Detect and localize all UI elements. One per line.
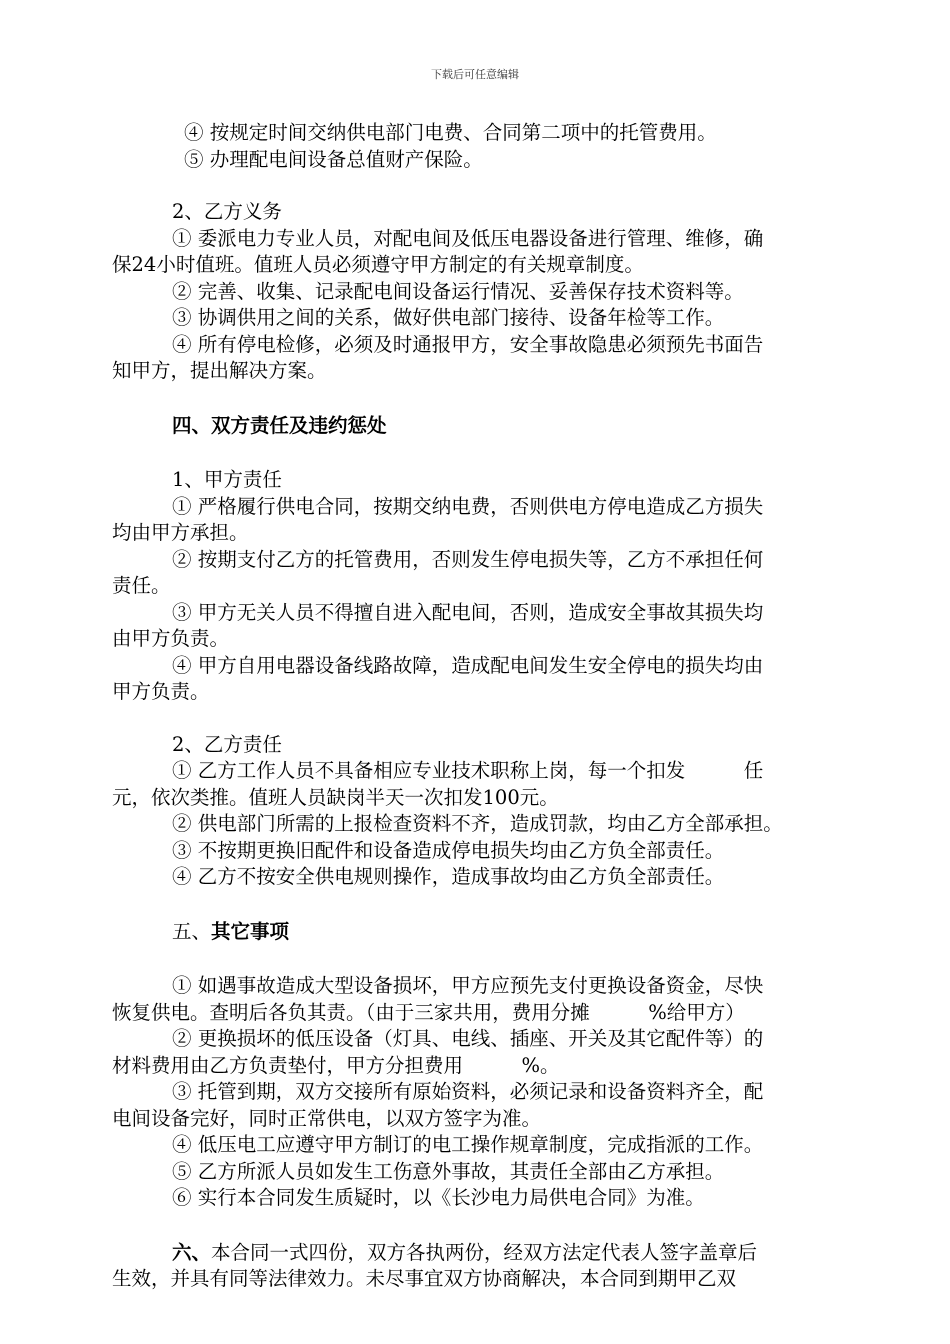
paragraph: 甲方负责。 bbox=[112, 680, 210, 703]
paragraph: ④ 甲方自用电器设备线路故障，造成配电间发生安全停电的损失均由 bbox=[172, 653, 764, 677]
paragraph-section-6 bbox=[112, 1240, 856, 1267]
paragraph: 材料费用由乙方负责垫付，甲方分担费用 %。 bbox=[112, 1053, 560, 1077]
paragraph: 元，依次类推。值班人员缺岗半天一次扣发100元。 bbox=[112, 785, 559, 809]
section-text: 本合同一式四份，双方各执两份，经双方法定代表人签字盖章后 bbox=[211, 1240, 758, 1264]
paragraph: ④ 乙方不按安全供电规则操作，造成事故均由乙方负全部责任。 bbox=[172, 865, 725, 888]
paragraph: ① 委派电力专业人员，对配电间及低压电器设备进行管理、维修，确 bbox=[172, 226, 764, 250]
paragraph: ② 更换损坏的低压设备（灯具、电线、插座、开关及其它配件等）的 bbox=[172, 1027, 764, 1050]
section-number: 六、 bbox=[172, 1240, 212, 1264]
paragraph: 均由甲方承担。 bbox=[112, 521, 249, 544]
paragraph: 恢复供电。查明后各负其责。（由于三家共用，费用分摊 %给甲方） bbox=[112, 1000, 745, 1024]
paragraph: 责任。 bbox=[112, 574, 171, 597]
paragraph: ② 供电部门所需的上报检查资料不齐，造成罚款，均由乙方全部承担。 bbox=[172, 812, 783, 835]
section-title: 2、乙方义务 bbox=[172, 200, 282, 223]
paragraph: ⑤ 乙方所派人员如发生工伤意外事故，其责任全部由乙方承担。 bbox=[172, 1159, 725, 1183]
paragraph: ⑥ 实行本合同发生质疑时，以《长沙电力局供电合同》为准。 bbox=[172, 1186, 705, 1209]
paragraph: ② 完善、收集、记录配电间设备运行情况、妥善保存技术资料等。 bbox=[172, 279, 744, 303]
paragraph: ③ 不按期更换旧配件和设备造成停电损失均由乙方负全部责任。 bbox=[172, 838, 725, 862]
heading-section-4: 四、双方责任及违约惩处 bbox=[172, 413, 387, 437]
paragraph: ① 如遇事故造成大型设备损坏，甲方应预先支付更换设备资金，尽快 bbox=[172, 974, 764, 997]
paragraph: 生效，并具有同等法律效力。未尽事宜双方协商解决，本合同到期甲乙双 bbox=[112, 1267, 737, 1290]
paragraph: ① 乙方工作人员不具备相应专业技术职称上岗，每一个扣发 任 bbox=[172, 759, 764, 782]
section-title: 1、甲方责任 bbox=[172, 468, 282, 491]
heading-text: 其它事项 bbox=[211, 919, 290, 943]
page-header: 下载后可任意编辑 bbox=[431, 68, 519, 81]
paragraph: ② 按期支付乙方的托管费用，否则发生停电损失等，乙方不承担任何 bbox=[172, 547, 764, 571]
paragraph: ③ 甲方无关人员不得擅自进入配电间，否则，造成安全事故其损失均 bbox=[172, 600, 764, 624]
paragraph: ① 严格履行供电合同，按期交纳电费，否则供电方停电造成乙方损失 bbox=[172, 494, 764, 518]
paragraph: 由甲方负责。 bbox=[112, 627, 230, 650]
paragraph: 电间设备完好，同时正常供电，以双方签字为准。 bbox=[112, 1106, 542, 1130]
paragraph: ④ 按规定时间交纳供电部门电费、合同第二项中的托管费用。 bbox=[184, 121, 717, 144]
paragraph: ④ 所有停电检修，必须及时通报甲方，安全事故隐患必须预先书面告 bbox=[172, 332, 764, 356]
paragraph: ③ 协调供用之间的关系，做好供电部门接待、设备年检等工作。 bbox=[172, 306, 725, 329]
paragraph: ④ 低压电工应遵守甲方制订的电工操作规章制度，完成指派的工作。 bbox=[172, 1133, 764, 1156]
heading-number: 五、 bbox=[172, 919, 212, 943]
paragraph: 保24小时值班。值班人员必须遵守甲方制定的有关规章制度。 bbox=[112, 253, 644, 276]
document-body bbox=[112, 120, 856, 1293]
paragraph: ⑤ 办理配电间设备总值财产保险。 bbox=[184, 147, 483, 171]
paragraph: 知甲方，提出解决方案。 bbox=[112, 359, 327, 382]
paragraph: ③ 托管到期，双方交接所有原始资料，必须记录和设备资料齐全，配 bbox=[172, 1080, 764, 1103]
heading-section-5 bbox=[112, 919, 856, 946]
section-title: 2、乙方责任 bbox=[172, 732, 282, 756]
